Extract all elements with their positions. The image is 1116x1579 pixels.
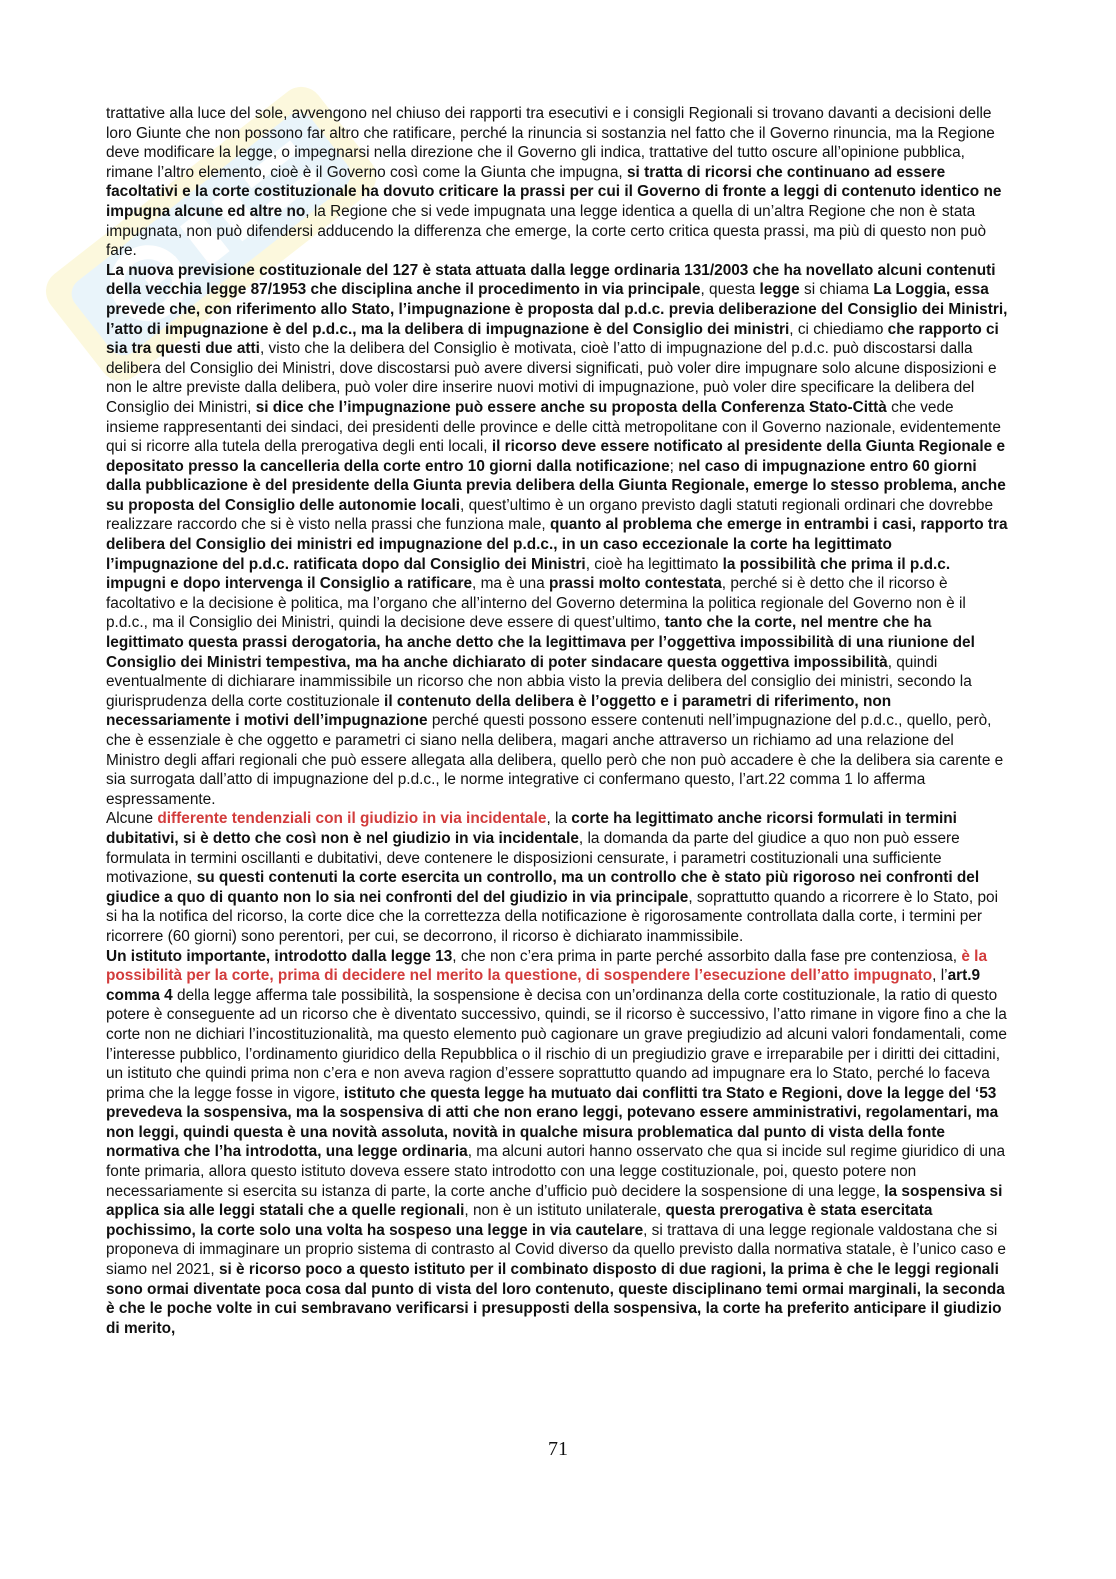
bold-text: nel caso di impugnazione entro 60 giorni dalla pubblicazione è del presidente della Giunta previa delibera della Giunta Regionale, emerge lo stesso problema, anche su proposta del Consiglio delle autonomie locali xyxy=(106,457,1006,514)
text-run: , quindi eventualmente di dichiarare inammissibile un ricorso che non abbia visto la previa delibera del consiglio dei ministri, secondo la giurisprudenza della corte costituzionale xyxy=(106,653,972,710)
text-run: , cioè ha legittimato xyxy=(585,555,723,573)
bold-text: istituto che questa legge ha mutuato dai conflitti tra Stato e Regioni, dove la legge del ‘53 prevedeva la sospensiva, ma la sospensiva di atti che non erano leggi, potevano essere amministrativi, regolamentari, ma non leggi, quindi questa è una novità assoluta xyxy=(106,1084,999,1141)
bold-text: si tratta di ricorsi che continuano ad essere facoltativi e la corte costituzionale ha dovuto criticare la prassi per cui il Governo di fronte a leggi di contenuto identico ne impugna alcune ed altre no xyxy=(106,163,1002,220)
text-run: , soprattutto quando a ricorrere è lo Stato, poi si ha la notifica del ricorso, la corte dice che la correttezza della notificazione è rigorosamente controllata dalla corte, i termini per ricorrere (60 giorni) sono perentori, per cui, se decorrono, il ricorso è dichiarato inammissibile. xyxy=(106,888,999,945)
paragraph xyxy=(106,261,1008,810)
text-run: , si trattava di una legge regionale valdostana che si proponeva di immaginare un proprio sistema di contrasto al Covid diverso da quello previsto dalla normativa statale, è l’unico caso e siamo nel 2021, xyxy=(106,1221,1006,1279)
text-run: , la domanda da parte del giudice a quo non può essere formulata in termini oscillanti e dubitativi, deve contenere le disposizioni censurate, i parametri costituzionali una sufficiente motivazione, xyxy=(106,829,960,887)
bold-text: che rapporto ci sia tra questi due atti xyxy=(106,320,999,358)
bold-text: La nuova previsione costituzionale del 127 è stata attuata dalla legge ordinaria 131/2003 che ha novellato alcuni contenuti della vecchia legge 87/1953 che disciplina anche il procedimento in via principale xyxy=(106,261,996,299)
text-run: , quest’ultimo è un organo previsto dagli statuti regionali ordinari che dovrebbe realizzare raccordo che si è visto nella prassi che funziona male, xyxy=(106,496,994,534)
text-run: , ci chiediamo xyxy=(789,320,888,338)
text-run: , perché si è detto che il ricorso è facoltativo e la decisione è politica, ma l’organo che all’interno del Governo determina la politica regionale del Governo non è il p.d.c., ma il Consiglio dei Ministri, quindi la decisione deve essere di quest’ultimo, xyxy=(106,575,966,632)
bold-text: si è ricorso poco a questo istituto per il combinato disposto di due ragioni, la prima è che le leggi regionali sono ormai diventate poca cosa dal punto di vista del loro contenuto, queste disciplinano temi ormai marginali, la seconda è che le poche volte in cui sembravano verificarsi i presupposti della sospensiva, la corte ha preferito anticipare il giudizio di merito, xyxy=(106,1261,1005,1337)
text-run: , che non c’era prima in parte perché assorbito dalla fase pre contenziosa, xyxy=(452,947,962,965)
text-run: perché questi possono essere contenuti nell’impugnazione del p.d.c., quello, però, che è essenziale è che oggetto e parametri ci siano nella delibera, magari anche attraverso un richiamo ad una relazione del Ministro degli affari regionali che può essere allegata alla delibera, quello però che non può accadere è che la delibera sia carente e sia surrogata dall’atto di impugnazione del p.d.c., le norme integrative ci confermano questo, l’art.22 comma 1 lo afferma espressamente. xyxy=(106,712,1004,808)
page-number: 71 xyxy=(548,1438,568,1460)
bold-text: , novità in qualche misura problematica dal punto di vista della fonte normativa che l’ha introdotta, una legge ordinaria xyxy=(106,1123,945,1161)
bold-text: la sospensiva si applica sia alle leggi statali che a quelle regionali xyxy=(106,1182,1003,1220)
text-run: , questa xyxy=(700,281,760,299)
text-run: si chiama xyxy=(799,281,874,299)
text-run: della legge afferma tale possibilità, la sospensione è decisa con un’ordinanza della corte costituzionale, la ratio di questo potere è conseguente ad un ricorso che è diventato successivo, quindi, se il ricorso è successivo, l’atto rimane in vigore fino a che la corte non ne dichiari l’incostituzionalità, ma questo elemento può cagionare un grave pregiudizio ad alcuni valori fondamentali, come l’interesse pubblico, l’ordinamento giuridico della Repubblica o il rischio di un pregiudizio grave e irreparabile per i diritti dei cittadini, un istituto che quindi prima non c’era e non aveva ragion d’essere soprattutto quando ad impugnare era lo Stato, perché lo faceva prima che la legge fosse in vigore, xyxy=(106,986,1007,1102)
bold-text: questa prerogativa è stata esercitata pochissimo, la corte solo una volta ha sospeso una legge in via cautelare xyxy=(106,1202,933,1239)
text-run: , ma è una xyxy=(472,575,550,593)
text-run: , la Regione che si vede impugnata una legge identica a quella di un’altra Regione che non è stata impugnata, non può difendersi adducendo la differenza che emerge, la corte certo critica questa prassi, ma più di questo non può fare. xyxy=(106,202,987,260)
text-run: ; xyxy=(669,457,679,475)
text-run: , visto che la delibera del Consiglio è motivata, cioè l’atto di impugnazione del p.d.c. può discostarsi dalla delibera del Consiglio dei Ministri, dove discostarsi può avere diversi significati, può voler dire impugnare solo alcune disposizioni e non le altre previste dalla delibera, può voler dire inserire nuovi motivi di impugnazione, può voler dire specificare la delibera del Consiglio dei Ministri, xyxy=(106,340,997,416)
bold-text: tanto che la corte, nel mentre che ha legittimato questa prassi derogatoria, ha anche detto che la legittimava per l’oggettiva impossibilità di una riunione del Consiglio dei Ministri tempestiva, ma ha anche dichiarato di poter sindacare questa oggettiva impossibilità xyxy=(106,614,975,671)
document-body xyxy=(106,104,1008,1338)
bold-text: prassi molto contestata xyxy=(549,575,722,593)
bold-text: quanto al problema che emerge in entrambi i casi, rapporto tra delibera del Consiglio dei ministri ed impugnazione del p.d.c., in un caso eccezionale la corte ha legittimato l’impugnazione del p.d.c. ratificata dopo dal Consiglio dei Ministri xyxy=(106,516,1008,573)
paragraph xyxy=(106,809,1008,946)
highlight-text-red: differente tendenziali con il giudizio in via incidentale xyxy=(157,810,547,828)
bold-text: si dice che l’impugnazione può essere anche su proposta della Conferenza Stato-Città xyxy=(255,398,887,416)
highlight-text-red: è la possibilità per la corte, prima di decidere nel merito la questione, di sospendere l’esecuzione dell’atto impugnato xyxy=(106,947,988,985)
text-run: , la xyxy=(546,810,572,828)
bold-text: legge xyxy=(759,281,800,299)
bold-text: Un istituto importante, introdotto dalla legge 13 xyxy=(106,947,453,965)
paragraph xyxy=(106,947,1008,1339)
bold-text: su questi contenuti la corte esercita un controllo, ma un controllo che è stato più rigoroso nei confronti del giudice a quo di quanto non lo sia nei confronti del del giudizio in via principale xyxy=(106,869,980,906)
paragraph xyxy=(106,104,1008,261)
bold-text: corte ha legittimato anche ricorsi formulati in termini dubitativi, si è detto che così non è nel giudizio in via incidentale xyxy=(106,810,957,847)
text-run: trattative alla luce del sole, avvengono nel chiuso dei rapporti tra esecutivi e i consigli Regionali si trovano davanti a decisioni delle loro Giunte che non possono far altro che ratificare, perché la rinuncia si sostanzia nel fatto che il Governo rinuncia, ma la Regione deve modificare la legge, o impegnarsi nella direzione che il Governo gli indica, trattative del tutto oscure all’opinione pubblica, rimane l’altro elemento, cioè è il Governo così come la Giunta che impugna, xyxy=(106,105,995,181)
bold-text: La Loggia, essa prevede che, con riferimento allo Stato, l’impugnazione è proposta dal p.d.c. previa deliberazione del Consiglio dei Ministri, l’atto di impugnazione è del p.d.c., ma la delibera di impugnazione è del Consiglio dei ministri xyxy=(106,281,1008,338)
text-run: , ma alcuni autori hanno osservato che qua si incide sul regime giuridico di una fonte primaria, allora questo istituto doveva essere stato introdotto con una legge costituzionale, poi, questo potere non necessariamente si esercita su istanza di parte, la corte anche d’ufficio può decidere la sospensione di una legge, xyxy=(106,1143,1006,1200)
text-run: , non è un istituto unilaterale, xyxy=(464,1202,666,1220)
bold-text: art.9 comma 4 xyxy=(106,967,981,1004)
text-run: che vede insieme rappresentanti dei sindaci, dei presidenti delle province e delle città metropolitane con il Governo nazionale, evidentemente qui si ricorre alla tutela della prerogativa degli enti locali, xyxy=(106,398,1001,456)
bold-text: il ricorso deve essere notificato al presidente della Giunta Regionale e depositato presso la cancelleria della corte entro 10 giorni dalla notificazione xyxy=(106,438,1006,475)
text-run: Alcune xyxy=(106,810,158,828)
bold-text: la possibilità che prima il p.d.c. impugni e dopo intervenga il Consiglio a ratificare xyxy=(106,555,951,593)
bold-text: il contenuto della delibera è l’oggetto e i parametri di riferimento, non necessariamente i motivi dell’impugnazione xyxy=(106,692,892,730)
text-run: , l’ xyxy=(932,967,948,985)
